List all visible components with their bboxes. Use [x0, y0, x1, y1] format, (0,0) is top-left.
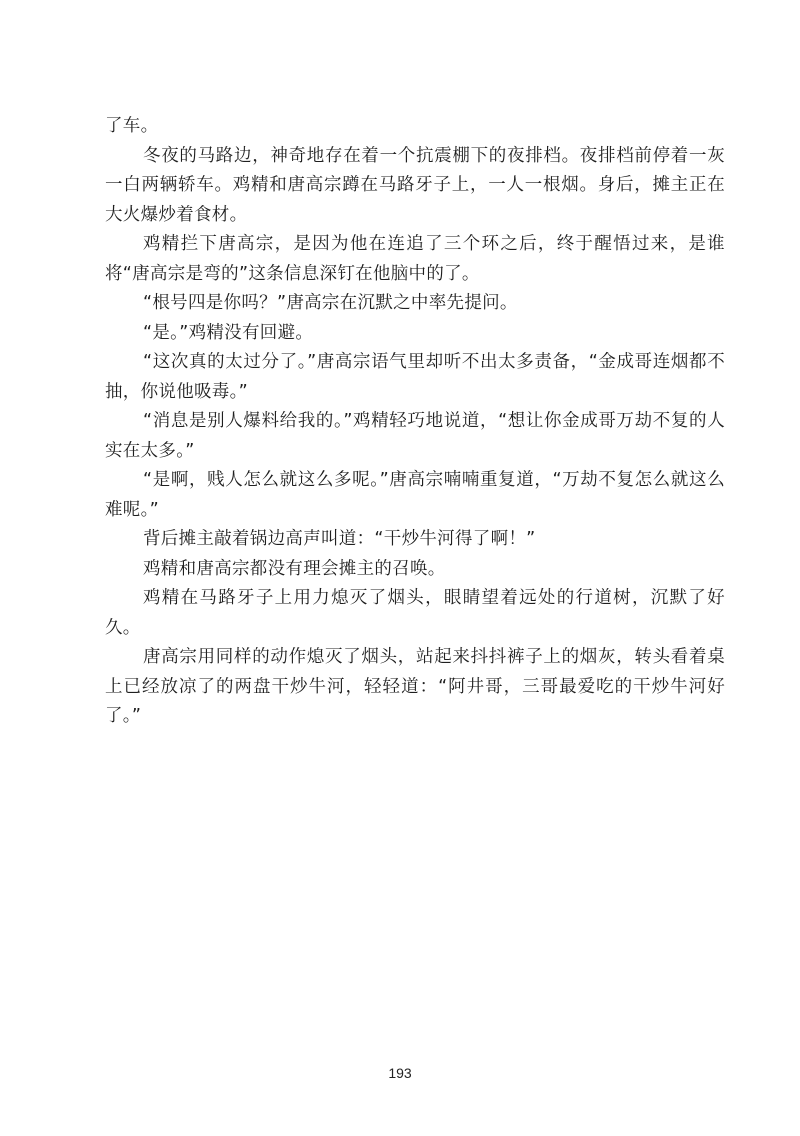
- paragraph: 鸡精和唐高宗都没有理会摊主的召唤。: [143, 558, 446, 579]
- paragraph: “是啊，贱人怎么就这么多呢。”唐高宗喃喃重复道，“万劫不复怎么就这么难呢。”: [105, 470, 725, 520]
- page-body: [105, 112, 725, 732]
- paragraph: “消息是别人爆料给我的。”鸡精轻巧地说道，“想让你金成哥万劫不复的人实在太多。”: [105, 411, 725, 461]
- paragraph: 背后摊主敲着锅边高声叫道：“干炒牛河得了啊！”: [143, 529, 536, 549]
- paragraph: 鸡精在马路牙子上用力熄灭了烟头，眼睛望着远处的行道树，沉默了好久。: [105, 588, 725, 638]
- paragraph: “是。”鸡精没有回避。: [143, 322, 314, 343]
- paragraph: “根号四是你吗？”唐高宗在沉默之中率先提问。: [143, 293, 518, 313]
- page-number: 193: [388, 1065, 412, 1081]
- paragraph: 冬夜的马路边，神奇地存在着一个抗震棚下的夜排档。夜排档前停着一灰一白两辆轿车。鸡精和唐高宗蹲在马路牙子上，一人一根烟。身后，摊主正在大火爆炒着食材。: [105, 145, 725, 225]
- paragraph: “这次真的太过分了。”唐高宗语气里却听不出太多责备，“金成哥连烟都不抽，你说他吸毒。”: [105, 352, 725, 402]
- paragraph: 唐高宗用同样的动作熄灭了烟头，站起来抖抖裤子上的烟灰，转头看着桌上已经放凉了的两盘干炒牛河，轻轻道：“阿井哥，三哥最爱吃的干炒牛河好了。”: [105, 647, 725, 726]
- paragraph: 鸡精拦下唐高宗，是因为他在连追了三个环之后，终于醒悟过来，是谁将“唐高宗是弯的”这条信息深钉在他脑中的了。: [105, 234, 725, 284]
- paragraph-continuation: 了车。: [105, 116, 159, 136]
